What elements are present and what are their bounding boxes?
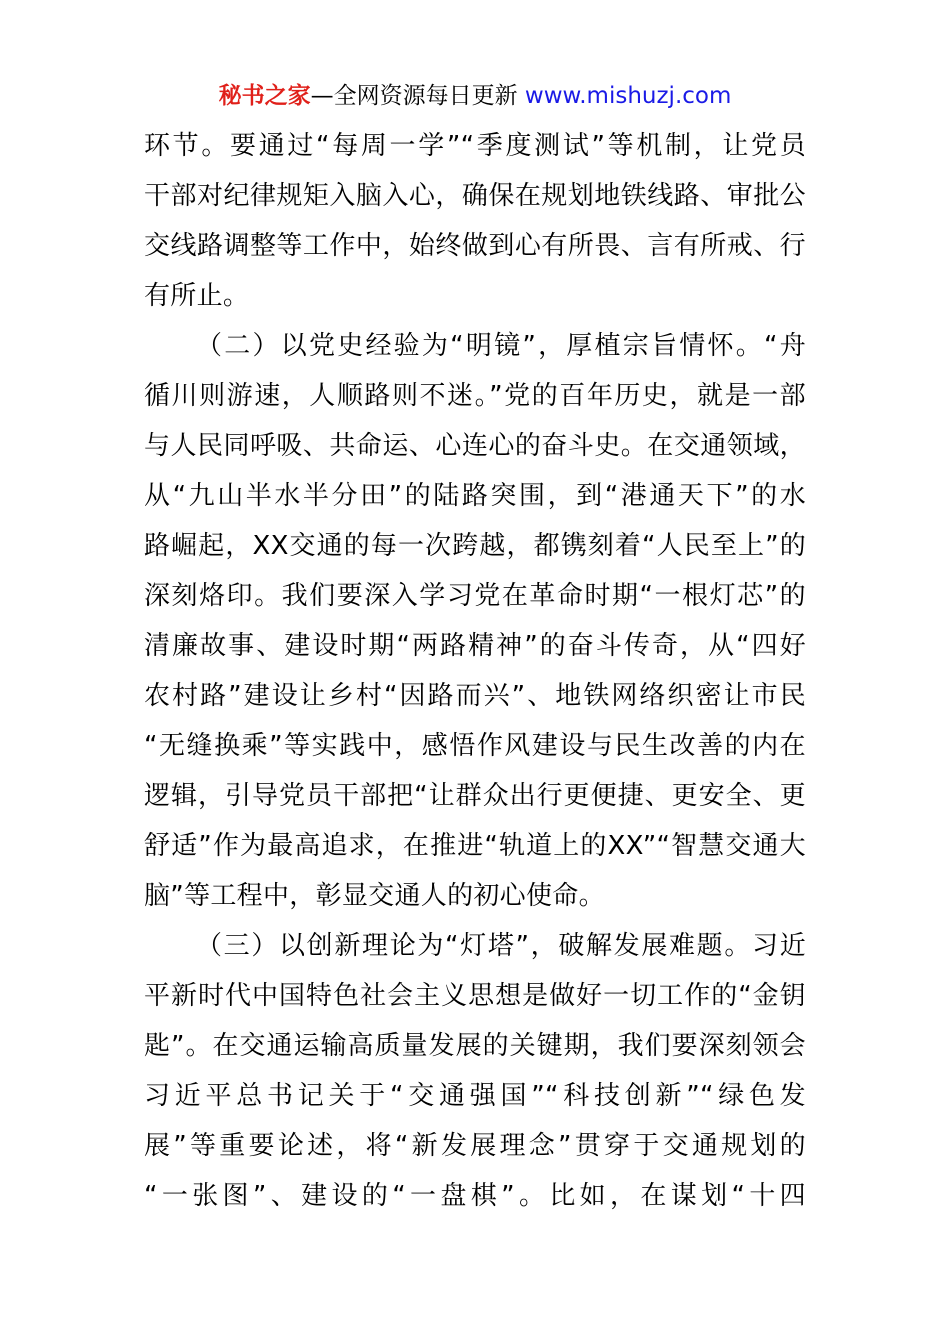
paragraph-heading-line: （三）以创新理论为“灯塔”，破解发展难题。习近 (196, 931, 806, 961)
text-line: 展”等重要论述，将“新发展理念”贯穿于交通规划的 (144, 1131, 806, 1161)
site-tagline: —全网资源每日更新 (310, 83, 518, 109)
site-header (0, 80, 950, 112)
site-brand: 秘书之家 (218, 83, 311, 109)
text-line: 深刻烙印。我们要深入学习党在革命时期“一根灯芯”的 (144, 581, 806, 611)
text-line: 路崛起，XX交通的每一次跨越，都镌刻着“人民至上”的 (144, 531, 806, 561)
text-line: “无缝换乘”等实践中，感悟作风建设与民生改善的内在 (144, 731, 806, 761)
text-line: 平新时代中国特色社会主义思想是做好一切工作的“金钥 (144, 981, 806, 1011)
text-line: 逻辑，引导党员干部把“让群众出行更便捷、更安全、更 (144, 781, 806, 811)
text-line: 舒适”作为最高追求，在推进“轨道上的XX”“智慧交通大 (144, 831, 806, 861)
text-line: 循川则游速，人顺路则不迷。”党的百年历史，就是一部 (144, 381, 806, 411)
paragraph-heading-line: （二）以党史经验为“明镜”，厚植宗旨情怀。“舟 (196, 331, 806, 361)
text-line: 农村路”建设让乡村“因路而兴”、地铁网络织密让市民 (144, 681, 806, 711)
text-line: 从“九山半水半分田”的陆路突围，到“港通天下”的水 (144, 481, 806, 511)
text-line: 匙”。在交通运输高质量发展的关键期，我们要深刻领会 (144, 1031, 806, 1061)
text-line: 清廉故事、建设时期“两路精神”的奋斗传奇，从“四好 (144, 631, 806, 661)
text-line: 与人民同呼吸、共命运、心连心的奋斗史。在交通领域， (144, 431, 806, 461)
text-line: 习近平总书记关于“交通强国”“科技创新”“绿色发 (144, 1081, 806, 1111)
text-line: “一张图”、建设的“一盘棋”。比如，在谋划“十四 (144, 1181, 806, 1211)
site-url-link[interactable]: www.mishuzj.com (524, 83, 732, 109)
text-line: 干部对纪律规矩入脑入心，确保在规划地铁线路、审批公 (144, 181, 806, 211)
text-line: 交线路调整等工作中，始终做到心有所畏、言有所戒、行 (144, 231, 806, 261)
text-line: 有所止。 (144, 281, 250, 311)
text-line: 脑”等工程中，彰显交通人的初心使命。 (144, 881, 605, 911)
text-line: 环节。要通过“每周一学”“季度测试”等机制，让党员 (144, 131, 806, 161)
